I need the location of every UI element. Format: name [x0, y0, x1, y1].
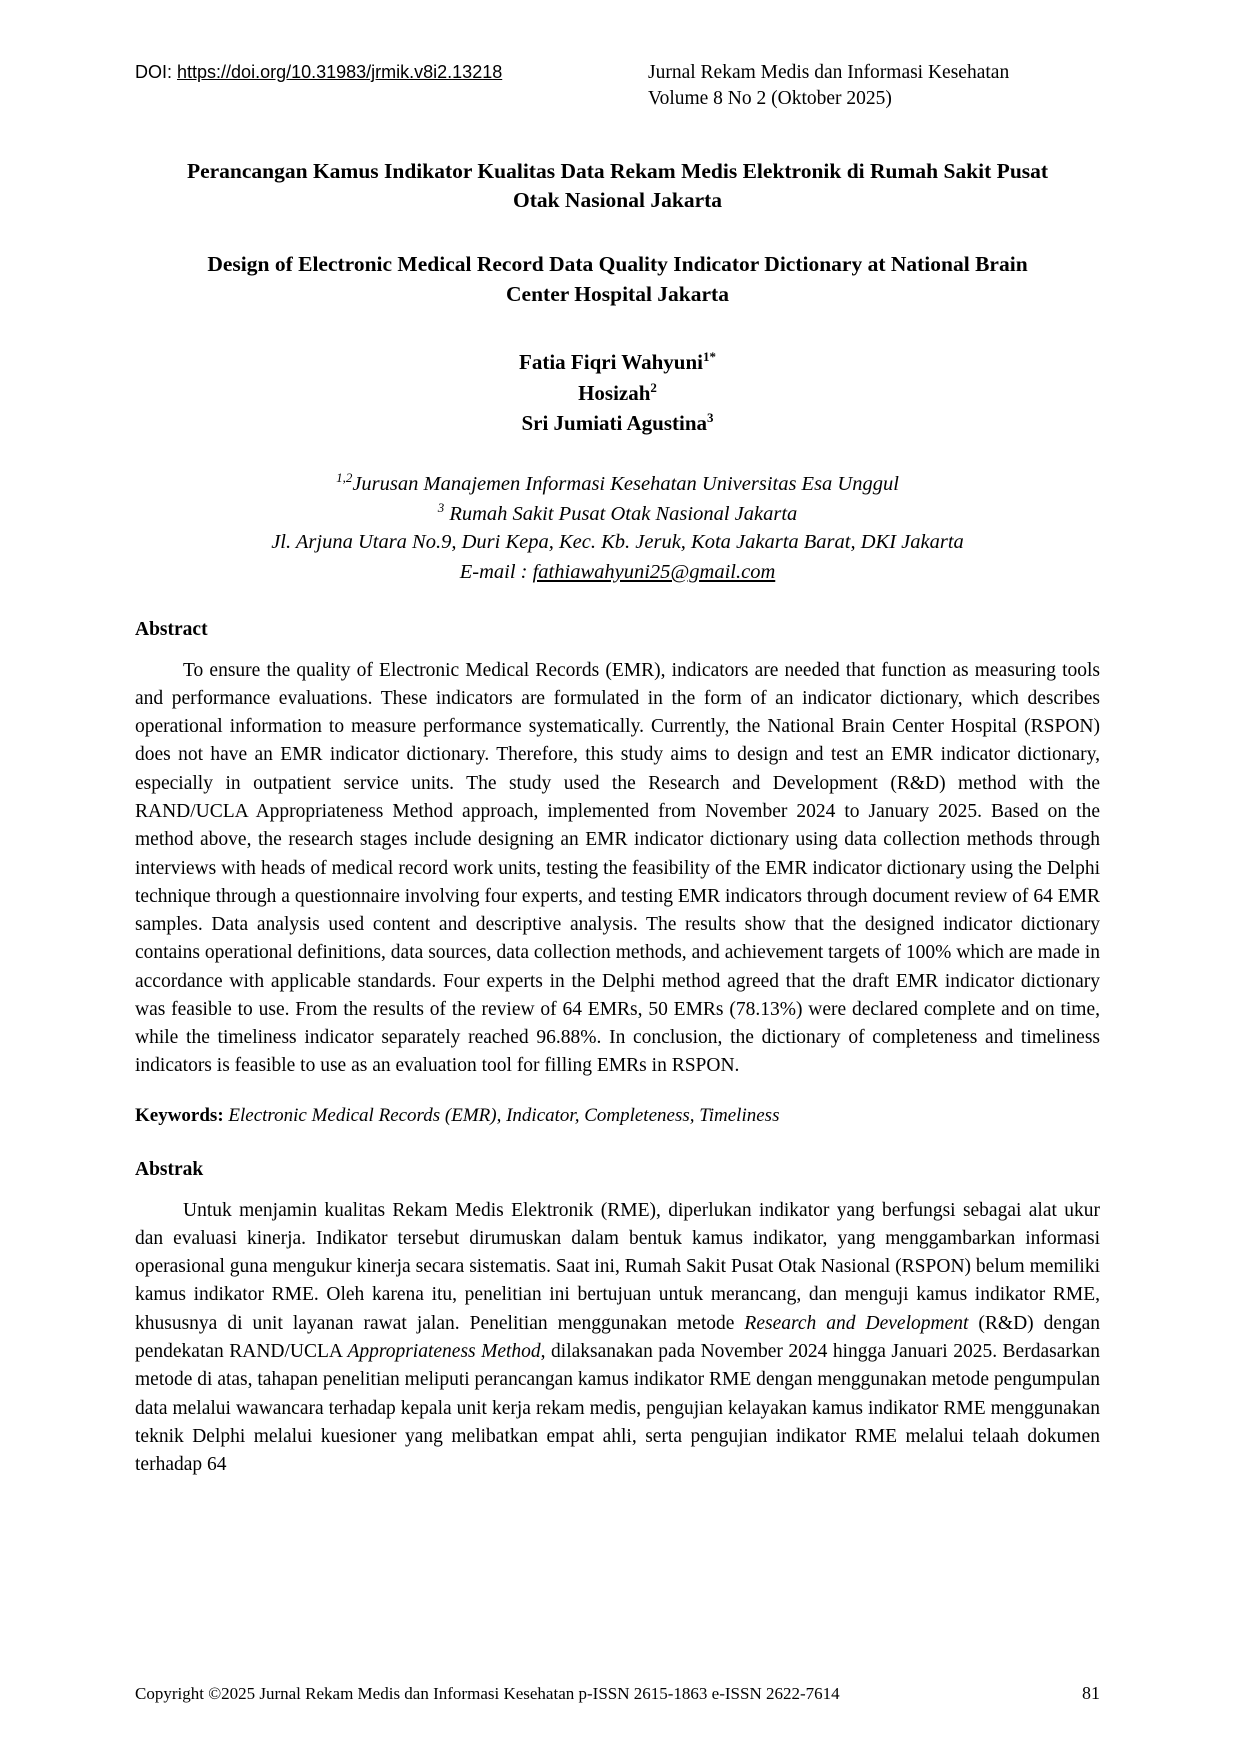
journal-info [648, 60, 1078, 113]
page-title-english: Design of Electronic Medical Record Data Quality Indicator Dictionary at National Brain Center Hospital Jakarta [207, 251, 1028, 306]
abstract-heading: Abstract [135, 618, 208, 640]
page-header [135, 60, 1100, 113]
copyright-text: Copyright ©2025 Jurnal Rekam Medis dan Informasi Kesehatan p-ISSN 2615-1863 e-ISSN 2622-7614 [135, 1684, 840, 1703]
author-item [135, 378, 1100, 408]
journal-volume: Volume 8 No 2 (Oktober 2025) [648, 88, 892, 110]
abstrak-text [135, 1197, 1100, 1480]
abstrak-part-1: Untuk menjamin kualitas Rekam Medis Elektronik (RME), diperlukan indikator yang berfungsi sebagai alat ukur dan evaluasi kinerja. Indikator tersebut dirumuskan dalam bentuk kamus indikator, yang menggambarkan informasi operasional guna mengukur kinerja secara sistematis. Saat ini, Rumah Sakit Pusat Otak Nasional (RSPON) belum memiliki kamus indikator RME. Oleh karena itu, penelitian ini bertujuan untuk merancang, dan menguji kamus indikator RME, khususnya di unit layanan rawat jalan. Penelitian menggunakan metode [135, 1199, 1100, 1334]
page-title-indonesian: Perancangan Kamus Indikator Kualitas Data Rekam Medis Elektronik di Rumah Sakit Pusat Otak Nasional Jakarta [186, 158, 1049, 213]
affiliation-line [135, 469, 1100, 499]
affiliation-line [135, 499, 1100, 529]
affiliation-text: Jurusan Manajemen Informasi Kesehatan Universitas Esa Unggul [352, 472, 899, 495]
doi-link[interactable]: https://doi.org/10.31983/jrmik.v8i2.13218 [177, 62, 503, 82]
author-list [135, 347, 1100, 438]
keywords-label: Keywords: [135, 1104, 224, 1126]
page-number: 81 [1082, 1683, 1100, 1703]
abstrak-heading: Abstrak [135, 1158, 204, 1180]
journal-name: Jurnal Rekam Medis dan Informasi Kesehatan [648, 62, 1010, 83]
affiliation-marker: 3 [437, 499, 445, 515]
affiliation-email-line [135, 558, 1100, 587]
abstrak-part-3: , dilaksanakan pada November 2024 hingga Januari 2025. Berdasarkan metode di atas, tahapan penelitian meliputi perancangan kamus indikator RME dengan menggunakan metode pengumpulan data melalui wawancara terhadap kepala unit kerja rekam medis, pengujian kelayakan kamus indikator RME menggunakan teknik Delphi melalui kuesioner yang melibatkan empat ahli, serta pengujian indikator RME melalui telaah dokumen terhadap 64 [135, 1340, 1100, 1476]
email-link[interactable]: fathiawahyuni25@gmail.com [532, 560, 776, 583]
author-name: Fatia Fiqri Wahyuni [519, 350, 703, 375]
doi-label: DOI: [135, 62, 178, 82]
affiliation-marker: 1,2 [336, 469, 353, 485]
author-affiliation-marker: 3 [707, 410, 714, 426]
author-affiliation-marker: 2 [650, 379, 657, 395]
author-affiliation-marker: 1* [703, 349, 716, 365]
keywords-value: Electronic Medical Records (EMR), Indicator, Completeness, Timeliness [223, 1104, 780, 1126]
affiliation-text: Rumah Sakit Pusat Otak Nasional Jakarta [444, 502, 798, 525]
email-label: E-mail : [459, 560, 533, 583]
title-block [135, 157, 1100, 310]
author-item [135, 408, 1100, 438]
page-footer [135, 1683, 1100, 1704]
abstract-text: To ensure the quality of Electronic Medical Records (EMR), indicators are needed that function as measuring tools and performance evaluations. These indicators are formulated in the form of an indicator dictionary, which describes operational information to measure performance systematically. Currently, the National Brain Center Hospital (RSPON) does not have an EMR indicator dictionary. Therefore, this study aims to design and test an EMR indicator dictionary, especially in outpatient service units. The study used the Research and Development (R&D) method with the RAND/UCLA Appropriateness Method approach, implemented from November 2024 to January 2025. Based on the method above, the research stages include designing an EMR indicator dictionary using data collection methods through interviews with heads of medical record work units, testing the feasibility of the EMR indicator dictionary using the Delphi technique through a questionnaire involving four experts, and testing EMR indicators through document review of 64 EMR samples. Data analysis used content and descriptive analysis. The results show that the designed indicator dictionary contains operational definitions, data sources, data collection methods, and achievement targets of 100% which are made in accordance with applicable standards. Four experts in the Delphi method agreed that the draft EMR indicator dictionary was feasible to use. From the results of the review of 64 EMRs, 50 EMRs (78.13%) were declared complete and on time, while the timeliness indicator separately reached 96.88%. In conclusion, the dictionary of completeness and timeliness indicators is feasible to use as an evaluation tool for filling EMRs in RSPON. [135, 659, 1100, 1077]
author-item [135, 347, 1100, 377]
affiliation-address: Jl. Arjuna Utara No.9, Duri Kepa, Kec. Kb. Jeruk, Kota Jakarta Barat, DKI Jakarta [271, 531, 964, 554]
author-name: Hosizah [578, 380, 651, 405]
abstrak-italic-1: Research and Development [744, 1312, 969, 1334]
abstrak-italic-2: Appropriateness Method [347, 1340, 541, 1362]
abstrak-part-2: (R&D) dengan pendekatan RAND/UCLA [135, 1312, 1100, 1362]
author-name: Sri Jumiati Agustina [521, 411, 708, 436]
keywords-line [135, 1105, 1100, 1127]
doi-block [135, 60, 502, 86]
affiliation-block [135, 469, 1100, 587]
